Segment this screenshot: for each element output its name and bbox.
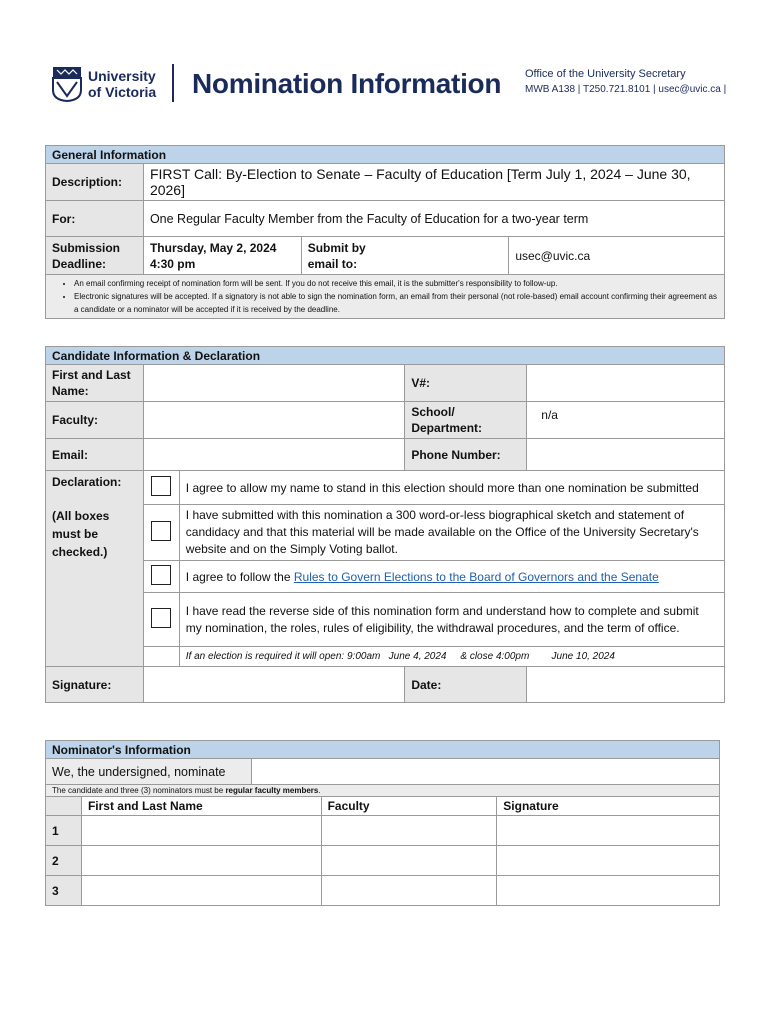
- nominator-rule: [46, 785, 720, 797]
- deadline-label-2: Deadline:: [52, 256, 107, 271]
- logo-line-1: University: [88, 68, 156, 84]
- school-value: n/a: [527, 402, 725, 439]
- general-notes: [46, 275, 725, 319]
- name-input[interactable]: [143, 365, 404, 402]
- decl-text-4: I have read the reverse side of this nomination form and understand how to complete and submit my nomination, the roles, rules of eligibility, the withdrawal procedures, and the term of office.: [179, 593, 724, 647]
- name-label: [46, 365, 144, 402]
- candidate-table: [45, 346, 725, 703]
- row-num-header: [46, 797, 82, 816]
- candidate-heading: Candidate Information & Declaration: [46, 347, 725, 365]
- we-nominate-label: We, the undersigned, nominate: [46, 759, 252, 785]
- general-info-table: [45, 145, 725, 319]
- general-info-heading: General Information: [46, 146, 725, 164]
- row-num-2: 2: [46, 846, 82, 876]
- nominator-3-signature[interactable]: [497, 876, 720, 906]
- nominator-3-name[interactable]: [81, 876, 321, 906]
- submit-label: [301, 237, 509, 275]
- note-item-2: • Electronic signatures will be accepted. If a signatory is not able to sign the nomination form, an email from their personal (not role-based) email account confirming their agreement as a candidate or a nominator will be accepted if it is received by the deadline.: [74, 290, 718, 316]
- nominator-1-signature[interactable]: [497, 816, 720, 846]
- header-divider: [172, 64, 174, 102]
- nominator-3-faculty[interactable]: [321, 876, 497, 906]
- description-label: Description:: [46, 164, 144, 201]
- for-label: For:: [46, 201, 144, 237]
- election-rules-link[interactable]: Rules to Govern Elections to the Board of Governors and the Senate: [293, 569, 659, 584]
- all-boxes-3: checked.): [52, 545, 108, 559]
- rule-bold: regular faculty members: [225, 786, 319, 795]
- declaration-label: Declaration:: [52, 475, 122, 489]
- decl-text-2: I have submitted with this nomination a 300 word-or-less biographical sketch and statement of candidacy and that this material will be made available on the Office of the University Secretary's website and on the Simply Voting ballot.: [179, 505, 724, 561]
- decl-checkbox-cell-3: [143, 561, 179, 593]
- row-num-3: 3: [46, 876, 82, 906]
- submit-label-1: Submit by: [307, 240, 366, 255]
- decl-checkbox-1[interactable]: [151, 476, 171, 496]
- decl-checkbox-3[interactable]: [151, 565, 171, 585]
- deadline-label-1: Submission: [52, 240, 121, 255]
- note-item-1: • An email confirming receipt of nomination form will be sent. If you do not receive this email, it is the submitter's responsibility to follow-up.: [74, 277, 718, 290]
- date-label: Date:: [405, 667, 527, 703]
- school-label-1: School/: [411, 405, 455, 419]
- signature-label: Signature:: [46, 667, 144, 703]
- nominators-table: [45, 740, 720, 906]
- faculty-label: Faculty:: [46, 402, 144, 439]
- deadline-label: [46, 237, 144, 275]
- school-label: [405, 402, 527, 439]
- logo-line-2: of Victoria: [88, 84, 157, 100]
- signature-input[interactable]: [143, 667, 404, 703]
- nominator-2-signature[interactable]: [497, 846, 720, 876]
- submit-email: usec@uvic.ca: [509, 237, 725, 275]
- office-contact: MWB A138 | T250.721.8101 | usec@uvic.ca |: [525, 84, 727, 95]
- decl-text-1: I agree to allow my name to stand in this election should more than one nomination be submitted: [179, 471, 724, 505]
- vnum-input[interactable]: [527, 365, 725, 402]
- deadline-date-cell: [150, 240, 295, 272]
- email-label: Email:: [46, 439, 144, 471]
- name-label-1: First and Last: [52, 368, 131, 382]
- deadline-value: [143, 237, 301, 275]
- nominator-1-name[interactable]: [81, 816, 321, 846]
- crest-icon: [52, 66, 82, 102]
- deadline-date: Thursday, May 2, 2024: [149, 240, 277, 255]
- col-signature-header: Signature: [497, 797, 720, 816]
- faculty-input[interactable]: [143, 402, 404, 439]
- all-boxes-2: must be: [52, 527, 99, 541]
- col-name-header: First and Last Name: [81, 797, 321, 816]
- page-title: Nomination Information: [192, 68, 502, 99]
- date-input[interactable]: [527, 667, 725, 703]
- all-boxes-1: (All boxes: [52, 509, 110, 523]
- nominator-1-faculty[interactable]: [321, 816, 497, 846]
- name-label-2: Name:: [52, 384, 89, 398]
- email-input[interactable]: [143, 439, 404, 471]
- decl-checkbox-cell-1: [143, 471, 179, 505]
- for-value: One Regular Faculty Member from the Faculty of Education for a two-year term: [143, 201, 724, 237]
- decl-text-3: [179, 561, 724, 593]
- col-faculty-header: Faculty: [321, 797, 497, 816]
- submit-label-2: email to:: [307, 256, 358, 271]
- rule-suffix: .: [318, 786, 321, 795]
- phone-input[interactable]: [527, 439, 725, 471]
- deadline-time: 4:30 pm: [149, 256, 196, 271]
- nominator-2-name[interactable]: [81, 846, 321, 876]
- description-value: FIRST Call: By-Election to Senate – Faculty of Education [Term July 1, 2024 – June 30, 2026]: [143, 164, 724, 201]
- school-label-2: Department:: [411, 421, 483, 435]
- nominee-input[interactable]: [251, 759, 719, 785]
- election-note-spacer: [143, 647, 179, 667]
- decl-checkbox-cell-2: [143, 505, 179, 561]
- phone-label: Phone Number:: [405, 439, 527, 471]
- election-note: If an election is required it will open: 9:00am June 4, 2024 & close 4:00pm June 10, 2024: [179, 647, 724, 667]
- decl-checkbox-4[interactable]: [151, 608, 171, 628]
- decl-text-3-prefix: I agree to follow the: [185, 569, 294, 584]
- rule-prefix: The candidate and three (3) nominators must be: [52, 786, 226, 795]
- office-name: Office of the University Secretary: [525, 68, 686, 80]
- declaration-label-cell: [46, 471, 144, 667]
- row-num-1: 1: [46, 816, 82, 846]
- vnum-label: V#:: [405, 365, 527, 402]
- nominator-2-faculty[interactable]: [321, 846, 497, 876]
- decl-checkbox-cell-4: [143, 593, 179, 647]
- nominators-heading: Nominator's Information: [46, 741, 720, 759]
- decl-checkbox-2[interactable]: [151, 521, 171, 541]
- uvic-logo: [52, 64, 172, 104]
